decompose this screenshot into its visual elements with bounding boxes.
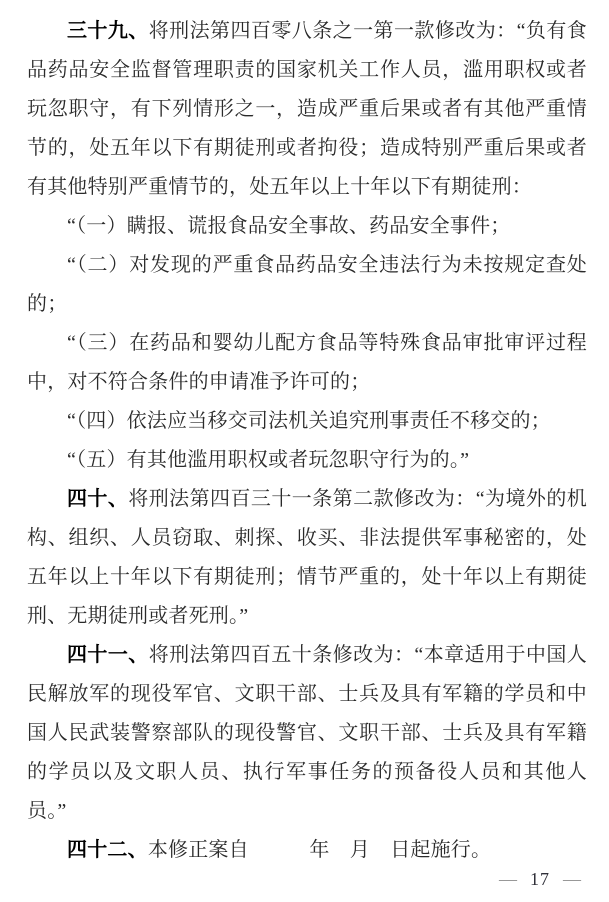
article-41-paragraph [27, 636, 587, 831]
article-39-item-2 [27, 246, 587, 324]
item-4-text: “（四）依法应当移交司法机关追究刑事责任不移交的； [67, 410, 551, 432]
article-42-text: 本修正案自 年 月 日起施行。 [147, 839, 492, 861]
article-39-item-5 [27, 441, 587, 480]
article-39-item-3 [27, 324, 587, 402]
item-3-text: “（三）在药品和婴幼儿配方食品等特殊食品审批审评过程中，对不符合条件的申请准予许可的； [27, 332, 587, 393]
article-41-text: 将刑法第四百五十条修改为：“本章适用于中国人民解放军的现役军官、文职干部、士兵及具有军籍的学员和中国人民武装警察部队的现役警官、文职干部、士兵及具有军籍的学员以及文职人员、执行军事任务的预备役人员和其他人员。” [27, 644, 587, 822]
page-footer [499, 869, 581, 890]
article-41-number: 四十一、 [67, 644, 149, 666]
item-2-text: “（二）对发现的严重食品药品安全违法行为未按规定查处的； [27, 254, 587, 315]
article-40-text: 将刑法第四百三十一条第二款修改为：“为境外的机构、组织、人员窃取、刺探、收买、非法提供军事秘密的，处五年以上十年以下有期徒刑；情节严重的，处十年以上有期徒刑、无期徒刑或者死刑。” [27, 488, 587, 627]
footer-dash-right: — [563, 869, 581, 889]
article-39-number: 三十九、 [67, 20, 149, 42]
article-39-item-4 [27, 402, 587, 441]
article-40-paragraph [27, 480, 587, 636]
article-42-number: 四十二、 [67, 839, 148, 861]
article-39-text: 将刑法第四百零八条之一第一款修改为：“负有食品药品安全监督管理职责的国家机关工作人员，滥用职权或者玩忽职守，有下列情形之一，造成严重后果或者有其他严重情节的，处五年以下有期徒刑或者拘役；造成特别严重后果或者有其他特别严重情节的，处五年以上十年以下有期徒刑： [27, 20, 587, 198]
item-1-text: “（一）瞒报、谎报食品安全事故、药品安全事件； [67, 215, 511, 237]
article-42-paragraph [27, 831, 587, 870]
article-39-item-1 [27, 207, 587, 246]
page-number: 17 [530, 869, 550, 889]
article-39-paragraph [27, 12, 587, 207]
document-body [27, 12, 587, 870]
article-40-number: 四十、 [67, 488, 129, 510]
footer-dash-left: — [499, 869, 517, 889]
item-5-text: “（五）有其他滥用职权或者玩忽职守行为的。” [67, 449, 470, 471]
